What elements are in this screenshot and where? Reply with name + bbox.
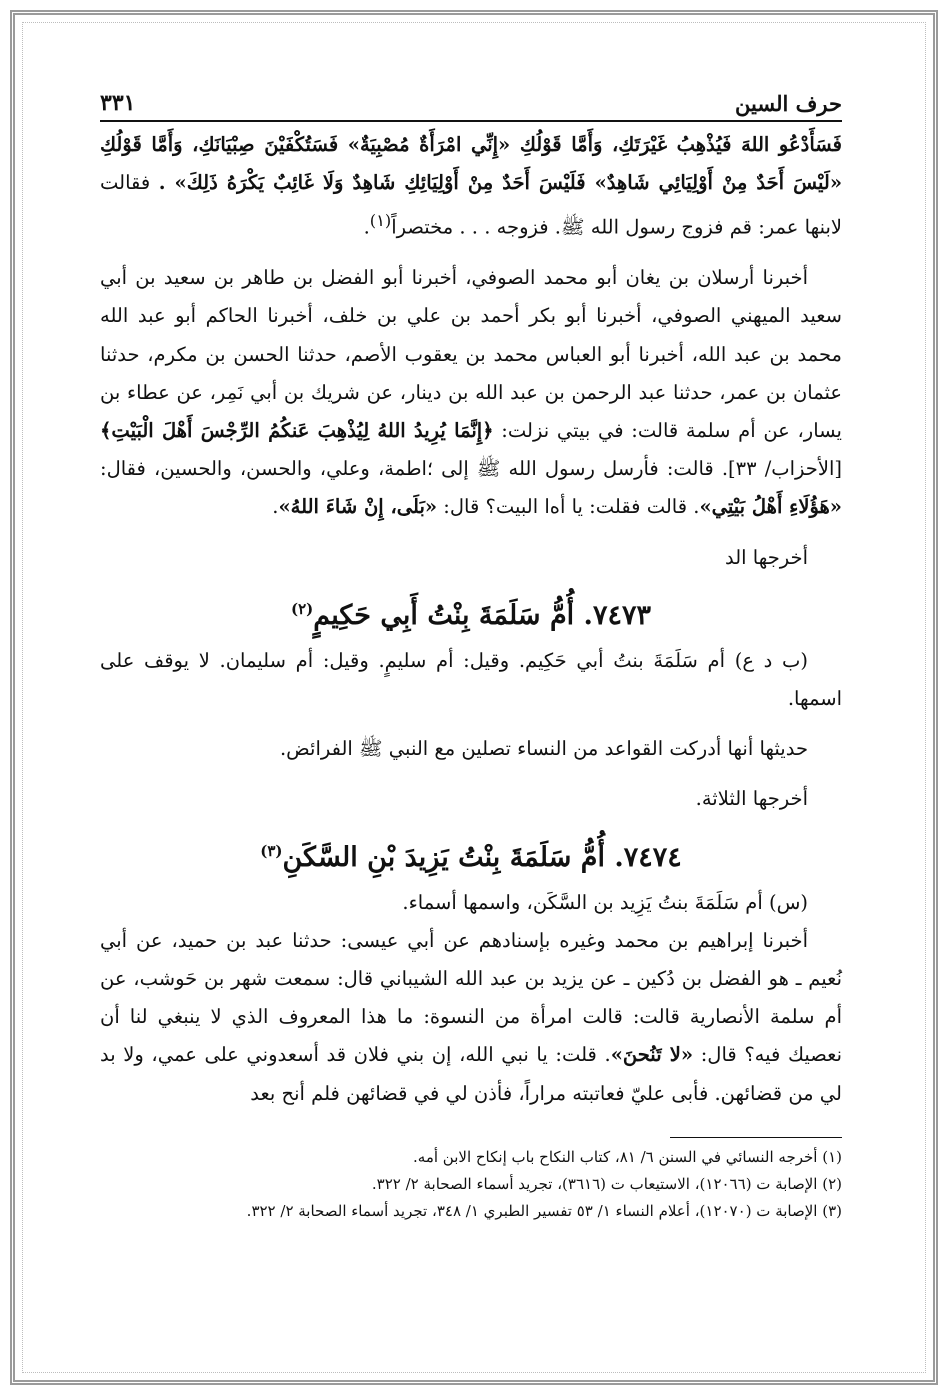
footnote-ref-3: (٣) — [260, 841, 283, 860]
paragraph-text: . — [272, 495, 279, 519]
paragraph-takhrij: أخرجها الثلاثة. — [695, 787, 808, 811]
footnote-separator — [670, 1137, 842, 1138]
footnotes — [100, 1144, 842, 1225]
entry-title-text: ٧٤٧٣. أُمُّ سَلَمَةَ بِنْتُ أَبِي حَكِيمٍ — [313, 599, 651, 631]
footnote-ref-1: (١) — [369, 211, 392, 231]
footnote-3: (٣) الإصابة ت (١٢٠٧٠)، أعلام النساء ١/ ٥٣ تفسير الطبري ١/ ٣٤٨، تجريد أسماء الصحابة ٢/ ٣٢٢. — [246, 1201, 842, 1220]
paragraph-text: . — [363, 215, 370, 239]
hadith-quote: «هَؤُلَاءِ أَهْلُ بَيْتِي» — [699, 495, 842, 519]
paragraph-hadith: حديثها أنها أدركت القواعد من النساء تصلين مع النبي ﷺ الفرائض. — [279, 737, 808, 761]
paragraph-text: . قالت فقلت: يا أه‌ا البيت؟ قال: — [437, 495, 700, 519]
running-title: حرف السين — [735, 91, 842, 116]
paragraph-entry-intro: (س) أم سَلَمَةَ بنتُ يَزِيد بن السَّكَن، واسمها أسماء. — [402, 890, 808, 914]
entry-title-text: ٧٤٧٤. أُمُّ سَلَمَةَ بِنْتُ يَزِيدَ بْنِ السَّكَنِ — [282, 841, 682, 873]
paragraph-takhrij: أخرجها الد — [724, 545, 808, 569]
paragraph-text: . قلت: يا نبي الله، إن بني فلان قد أسعدوني على عمي، ولا بد لي من قضائهن. فأبى عليّ فعاتبته مراراً، فأذن لي في قضائهن فلم أنح بعد — [100, 1043, 842, 1105]
paragraph-isnad — [100, 259, 842, 526]
paragraph-continuation — [100, 126, 842, 247]
hadith-quote: «بَلَى، إِنْ شَاءَ اللهُ» — [278, 495, 438, 519]
footnote-1: (١) أخرجه النسائي في السنن ٦/ ٨١، كتاب النكاح باب إنكاح الابن أمه. — [413, 1147, 842, 1166]
footnote-ref-2: (٢) — [291, 599, 314, 618]
paragraph-text: أخبرنا أرسلان بن يغان أبو محمد الصوفي، أخبرنا أبو الفضل بن طاهر بن سعيد بن أبي سعيد الميهني الصوفي، أخبرنا أبو بكر أحمد بن علي بن خلف، أخبرنا الحاكم أبو عبد الله محمد بن عبد الله، أخبرنا أبو العباس محمد بن يعقوب الأصم، حدثنا الحسن بن مكرم، حدثنا عثمان بن عمر، حدثنا عبد الرحمن بن عبد الله بن دينار، عن شريك بن أبي نَمِر، عن عطاء بن يسار، عن أم سلمة قالت: في بيتي نزلت: — [100, 266, 842, 442]
paragraph-isnad — [100, 922, 842, 1113]
footnote-2: (٢) الإصابة ت (١٢٠٦٦)، الاستيعاب ت (٣٦١٦)، تجريد أسماء الصحابة ٢/ ٣٢٢. — [371, 1174, 842, 1193]
paragraph-text: فقالت لابنها عمر: قم فزوج رسول الله ﷺ. فزوجه . . . مختصراً — [100, 171, 842, 239]
paragraph-text: [الأحزاب/ ٣٣]. قالت: فأرسل رسول الله ﷺ إلى ؛اطمة، وعلي، والحسن، والحسين، فقال: — [100, 457, 842, 481]
page-content — [100, 78, 842, 1225]
paragraph-entry-intro: (ب د ع) أم سَلَمَةَ بنتُ أبي حَكِيم. وقيل: أم سليمٍ. وقيل: أم سليمان. لا يوقف على اسمها. — [100, 648, 842, 710]
quran-verse: ﴿إِنَّمَا يُرِيدُ اللهُ لِيُذْهِبَ عَنكُمُ الرِّجْسَ أَهْلَ الْبَيْتِ﴾ — [100, 418, 494, 442]
page-header — [100, 78, 842, 122]
paragraph-text: أخبرنا إبراهيم بن محمد وغيره بإسنادهم عن أبي عيسى: حدثنا عبد بن حميد، عن أبي نُعيم ـ هو الفضل بن دُكين ـ عن يزيد بن عبد الله الشيباني قال: سمعت شهر بن حَوشب، عن أم سلمة الأنصارية قالت: قالت امرأة من النسوة: ما هذا المعروف الذي لا ينبغي لنا أن نعصيك فيه؟ قال: — [100, 928, 843, 1067]
page-number: ٣٣١ — [100, 90, 136, 116]
hadith-quote: فَسَأَدْعُو اللهَ فَيُذْهِبُ غَيْرَتَكِ، وَأَمَّا قَوْلُكِ «إِنِّي امْرَأَةٌ مُصْبِيَةٌ» فَسَتُكْفَيْنَ صِبْيَانَكِ، وَأَمَّا قَوْلُكِ «لَيْسَ أَحَدٌ مِنْ أَوْلِيَائِي شَاهِدٌ» فَلَيْسَ أَحَدٌ مِنْ أَوْلِيَائِكِ شَاهِدٌ وَلَا غَائِبٌ يَكْرَهُ ذَلِكَ» . — [100, 133, 843, 195]
entry-heading-7473 — [100, 585, 842, 640]
hadith-quote: «لا تَنُحنَ» — [610, 1043, 694, 1067]
entry-heading-7474 — [100, 827, 842, 882]
